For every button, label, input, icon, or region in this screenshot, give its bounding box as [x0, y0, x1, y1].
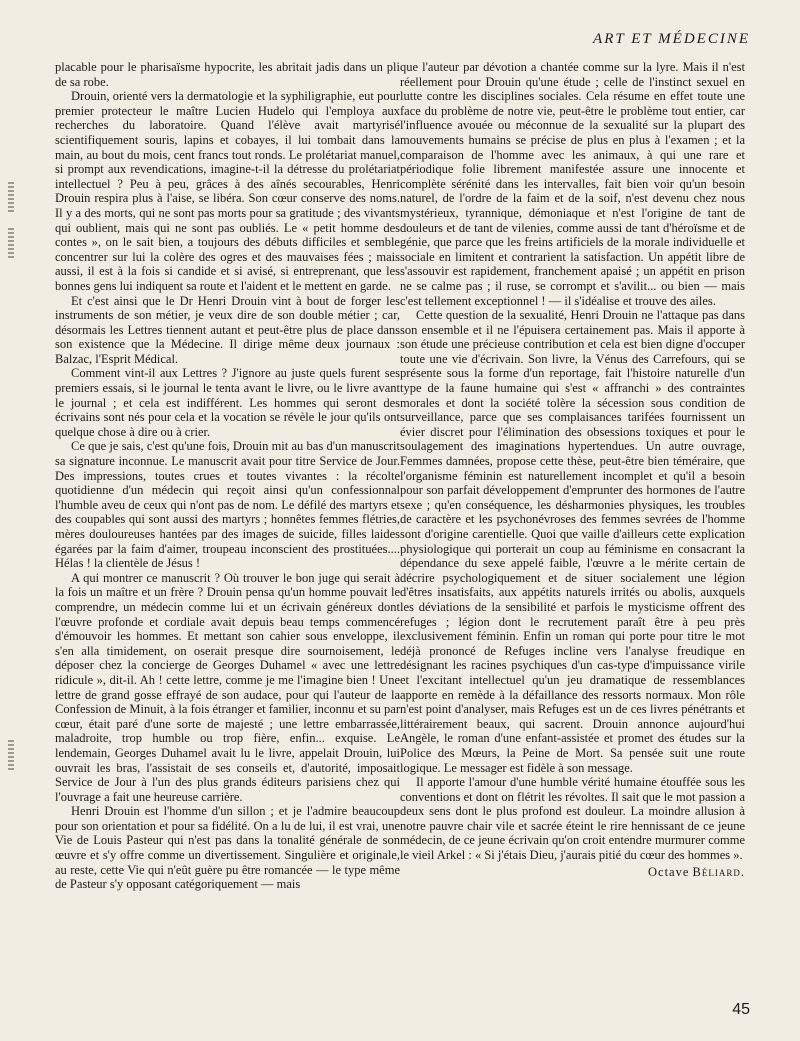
paragraph: Ce que je sais, c'est qu'une fois, Drouin mit au bas d'un manuscrit sa signature inconnue. Le manuscrit avait pour titre Service de Jour. Des impressions, toutes crues et toutes vivantes : la récolte quotidienne d'un médecin qui reçoit ainsi qu'un confessionnal l'humble aveu de ceux qui n'ont pas de nom. Le défilé des martyrs et des coupables qui sont aussi des martyrs ; honnêtes femmes flétries, mères douloureuses hantées par des images de suicide, filles laides égarées par la faim d'aimer, troupeau inconscient des prostituées.... Hélas ! la clientèle de Jésus !: [55, 439, 400, 571]
author-last-name: Béliard.: [692, 864, 745, 879]
author-signature: [400, 865, 745, 880]
paragraph: Cette question de la sexualité, Henri Drouin ne l'attaque pas dans son ensemble et il ne l'épuisera certainement pas. Mais il apporte à son étude une précieuse contribution et cela est bien digne d'occuper toute une vie d'écrivain. Son livre, la Vénus des Carrefours, qui se présente sous la forme d'un reportage, fait l'histoire naturelle d'un type de la faune humaine qui s'est « affranchi » des contraintes morales et dont la société tolère la sécession sous condition de surveillance, parce que ses complaisances tarifées fournissent un évier discret pour l'élimination des obsessions toxiques et pour le soulagement des imaginations hypertendues. Un autre ouvrage, Femmes damnées, propose cette thèse, peut-être bien téméraire, que l'organisme féminin est naturellement incomplet et qu'il a besoin pour son parfait développement d'emprunter des hormones de l'autre sexe ; qu'en conséquence, les désharmonies physiques, les troubles de caractère et les psychonévroses des femmes sevrées de l'homme sont d'origine carentielle. Quoi que vaille d'ailleurs cette explication physiologique qui porterait un coup au féminisme en consacrant la dépendance du sexe appelé faible, l'œuvre a le mérite certain de décrire psychologiquement et de situer socialement une légion d'êtres insatisfaits, aux appétits naturels irrités ou abolis, auxquels les déviations de la sensibilité et parfois le mysticisme offrent des refuges ; légion dont le recrutement paraît être à peu près exclusivement féminin. Enfin un roman qui porte pour titre le mot déjà prononcé de Refuges incline vers l'analyse freudique en désignant les racines psychiques d'un cas-type d'impuissance virile et l'excitant intellectuel qu'un jeu dramatique de ressemblances apporte en remède à la défaillance des ressorts normaux. Mon rôle n'est point d'analyser, mais Refuges est un de ces livres pénétrants et littérairement beaux, qui sacrent. Drouin annonce aujourd'hui Angèle, le roman d'une enfant-assistée et promet des études sur la Police des Mœurs, la Peine de Mort. Sa pensée suit une route logique. Le messager est fidèle à son message.: [400, 308, 745, 775]
margin-mark: [8, 182, 14, 212]
paragraph: que l'auteur par dévotion a chantée comme sur la lyre. Mais il n'est réellement pour Drouin qu'une étude ; celle de l'instinct sexuel en lutte contre les disciplines sociales. Cela résume en effet toute une face du problème de notre vie, peut-être le problème tout entier, car l'influence avouée ou méconnue de la sexualité sur la plupart des mouvements humains se précise de plus en plus à l'examen ; et la comparaison de l'homme avec les animaux, à qui une rare et périodique folie librement manifestée assure une innocente et complète sérénité dans les intervalles, fait bien voir qu'un besoin naturel, de l'ordre de la faim et de la soif, n'est devenu chez nous mystérieux, tyrannique, démoniaque et n'est l'origine de tant de douleurs et de tant de vilenies, comme aussi de tant d'héroïsme et de génie, que parce que les freins artificiels de la morale individuelle et sociale en limitent et contrarient la satisfaction. Un appétit libre de s'assouvir est rapidement, franchement apaisé ; un appétit en prison ne se calme pas ; il ruse, se corrompt et s'avilit... ou bien — mais c'est tellement exceptionnel ! — il s'idéalise et trouve des ailes.: [400, 60, 745, 308]
paragraph: Henri Drouin est l'homme d'un sillon ; et je l'admire beaucoup pour son orientation et pour sa fidélité. On a lu de lui, il est vrai, une Vie de Louis Pasteur qui n'est pas dans la tonalité générale de son œuvre et s'y offre comme un divertissement. Singulière et originale, au reste, cette Vie qui n'eût guère pu être romancée — le type même de Pasteur s'y opposant catégoriquement — mais: [55, 804, 400, 892]
margin-mark: [8, 228, 14, 258]
running-title: ART ET MÉDECINE: [593, 31, 750, 47]
paragraph: Et c'est ainsi que le Dr Henri Drouin vint à bout de forger les instruments de son métier, je veux dire de son double métier ; car, désormais les Lettres tiennent autant et peut-être plus de place dans son existence que la Médecine. Il dirige même deux journaux : Balzac, l'Esprit Médical.: [55, 293, 400, 366]
right-column: [400, 60, 745, 879]
margin-mark: [8, 740, 14, 770]
left-column: [55, 60, 400, 892]
paragraph: A qui montrer ce manuscrit ? Où trouver le bon juge qui serait à la fois un maître et un frère ? Drouin pensa qu'un homme pouvait le comprendre, un médecin comme lui et un écrivain généreux dont l'œuvre profonde et cordiale avait depuis beau temps commencé d'émouvoir les hommes. Et mettant son cahier sous enveloppe, il s'en alla timidement, on oserait presque dire sournoisement, le déposer chez la concierge de Georges Duhamel « avec une lettre ridicule », dit-il. Ah ! cette lettre, comme je me l'imagine bien ! Une lettre de grand gosse effrayé de son audace, pour qui l'auteur de la Confession de Minuit, à la fois étranger et familier, inconnu et su par cœur, était paré d'une sorte de majesté ; une lettre embarrassée, maladroite, trop humble ou trop fière, enfin... exquise. Le lendemain, Georges Duhamel avait lu le livre, appelait Drouin, lui ouvrait les bras, l'assistait de ses conseils et, d'autorité, imposait Service de Jour à l'un des plus grands éditeurs parisiens chez qui l'ouvrage a fait une heureuse carrière.: [55, 570, 400, 804]
paragraph: Drouin, orienté vers la dermatologie et la syphiligraphie, eut pour premier protecteur le maître Lucien Hudelo qui l'employa aux recherches du laboratoire. Quand l'élève avait martyrisé scientifiquement souris, lapins et cobayes, il lui tombait dans la main, au bout du mois, cent francs tout ronds. Le prolétariat manuel, si prompt aux revendications, imagine-t-il la détresse du prolétariat intellectuel ? Peu à peu, grâces à des aînés secourables, Henri Drouin respira plus à l'aise, se libéra. Son cœur conserve des noms. Il y a des morts, qui ne sont pas morts pour sa gratitude ; des vivants qui oublient, mais qui ne sont pas oubliés. Le « petit homme des contes », on le sait bien, a toujours des débuts difficiles et semble concentrer sur lui la colère des ogres et des mauvaises fées ; mais aussi, il est à la fois si candide et si avisé, si entreprenant, que les bonnes gens lui indiquent sa route et l'aident et le mettent en garde.: [55, 89, 400, 293]
paragraph: placable pour le pharisaïsme hypocrite, les abritait jadis dans un pli de sa robe.: [55, 60, 400, 89]
page-number: 45: [732, 1001, 750, 1018]
paragraph: Comment vint-il aux Lettres ? J'ignore au juste quels furent ses premiers essais, si le journal le tenta avant le livre, ou le livre avant le journal ; et cela est indifférent. Les hommes qui seront des écrivains sont nés pour cela et la vocation se révèle le jour qu'ils ont quelque chose à dire ou à crier.: [55, 366, 400, 439]
author-first-name: Octave: [648, 864, 690, 879]
paragraph: Il apporte l'amour d'une humble vérité humaine étouffée sous les conventions et dont on flétrit les révoltes. Il sait que le mot passion a deux sens dont le plus profond est douleur. La moindre allusion à notre pauvre chair vile et sacrée éteint le rire hennissant de ce jeune médecin, de ce jeune écrivain qu'on croit entendre murmurer comme le vieil Arkel : « Si j'étais Dieu, j'aurais pitié du cœur des hommes ».: [400, 775, 745, 863]
